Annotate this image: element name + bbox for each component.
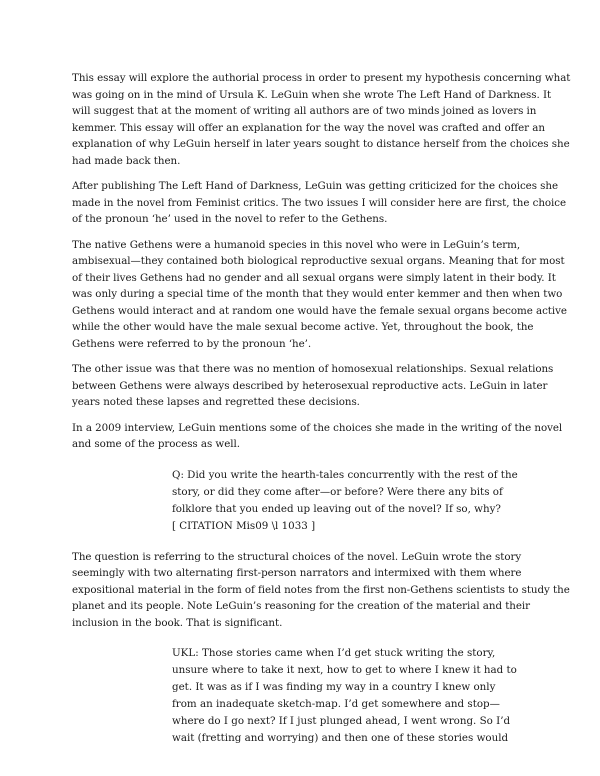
quote-line: folklore that you ended up leaving out of the novel? If so, why? xyxy=(172,502,501,515)
text-line: inclusion in the book. That is significant. xyxy=(72,616,283,629)
text-line: was only during a special time of the month that they would enter kemmer and then when two xyxy=(72,288,563,300)
text-line: explanation of why LeGuin herself in later years sought to distance herself from the choices she xyxy=(72,138,570,150)
quote-line: from an inadequate sketch-map. I’d get somewhere and stop— xyxy=(172,698,500,710)
paragraph-structure xyxy=(72,549,570,632)
paragraph-intro xyxy=(72,70,571,169)
text-line: After publishing The Left Hand of Darkness, LeGuin was getting criticized for the choices she xyxy=(72,180,559,192)
quote-line: unsure where to take it next, how to get to where I knew it had to xyxy=(172,664,517,676)
text-line: ambisexual—they contained both biological reproductive sexual organs. Meaning that for most xyxy=(72,255,565,267)
text-line: Gethens were referred to by the pronoun ‘he’. xyxy=(72,337,312,350)
block-quote-question xyxy=(72,467,540,535)
text-line: while the other would have the male sexual become active. Yet, throughout the book, the xyxy=(72,321,534,333)
text-line: seemingly with two alternating first-person narrators and intermixed with them where xyxy=(72,567,522,579)
paragraph-other-issue xyxy=(72,361,554,411)
text-line: The native Gethens were a humanoid species in this novel who were in LeGuin’s term, xyxy=(72,238,521,251)
block-quote-answer xyxy=(72,645,540,747)
quote-line: story, or did they come after—or before? Were there any bits of xyxy=(172,485,503,498)
text-line: will suggest that at the moment of writing all authors are of two minds joined as lovers in xyxy=(72,105,537,117)
text-line: In a 2009 interview, LeGuin mentions some of the choices she made in the writing of the novel xyxy=(72,421,563,434)
text-line: of the pronoun ‘he’ used in the novel to refer to the Gethens. xyxy=(72,213,388,225)
text-line: and some of the process as well. xyxy=(72,438,240,450)
text-line: expositional material in the form of field notes from the first non-Gethens scientists to study the xyxy=(72,583,570,596)
text-line: kemmer. This essay will offer an explanation for the way the novel was crafted and offer an xyxy=(72,121,545,134)
text-line: was going on in the mind of Ursula K. LeGuin when she wrote The Left Hand of Darkness. It xyxy=(72,88,552,101)
text-line: Gethens would interact and at random one would have the female sexual organs become active xyxy=(72,304,567,317)
quote-line: Q: Did you write the hearth-tales concurrently with the rest of the xyxy=(172,468,518,481)
citation-field: [ CITATION Mis09 \l 1033 ] xyxy=(172,519,316,532)
paragraph-gethens xyxy=(72,237,567,353)
quote-line: where do I go next? If I just plunged ahead, I went wrong. So I’d xyxy=(172,715,511,727)
text-line: between Gethens were always described by heterosexual reproductive acts. LeGuin in later xyxy=(72,379,548,392)
text-line: This essay will explore the authorial process in order to present my hypothesis concerning what xyxy=(72,72,571,84)
text-line: had made back then. xyxy=(72,154,181,167)
text-line: planet and its people. Note LeGuin’s reasoning for the creation of the material and their xyxy=(72,600,531,612)
text-line: made in the novel from Feminist critics. The two issues I will consider here are first, the choice xyxy=(72,196,567,209)
text-line: The question is referring to the structural choices of the novel. LeGuin wrote the story xyxy=(72,550,522,563)
paragraph-criticism xyxy=(72,178,567,228)
quote-line: get. It was as if I was finding my way in a country I knew only xyxy=(172,681,496,693)
text-line: years noted these lapses and regretted these decisions. xyxy=(72,396,360,408)
text-line: The other issue was that there was no mention of homosexual relationships. Sexual relations xyxy=(72,363,554,375)
quote-line: UKL: Those stories came when I’d get stuck writing the story, xyxy=(172,647,496,659)
quote-line: wait (fretting and worrying) and then one of these stories would xyxy=(172,732,509,744)
text-line: of their lives Gethens had no gender and all sexual organs were simply latent in their body. It xyxy=(72,271,556,284)
paragraph-interview xyxy=(72,420,563,453)
